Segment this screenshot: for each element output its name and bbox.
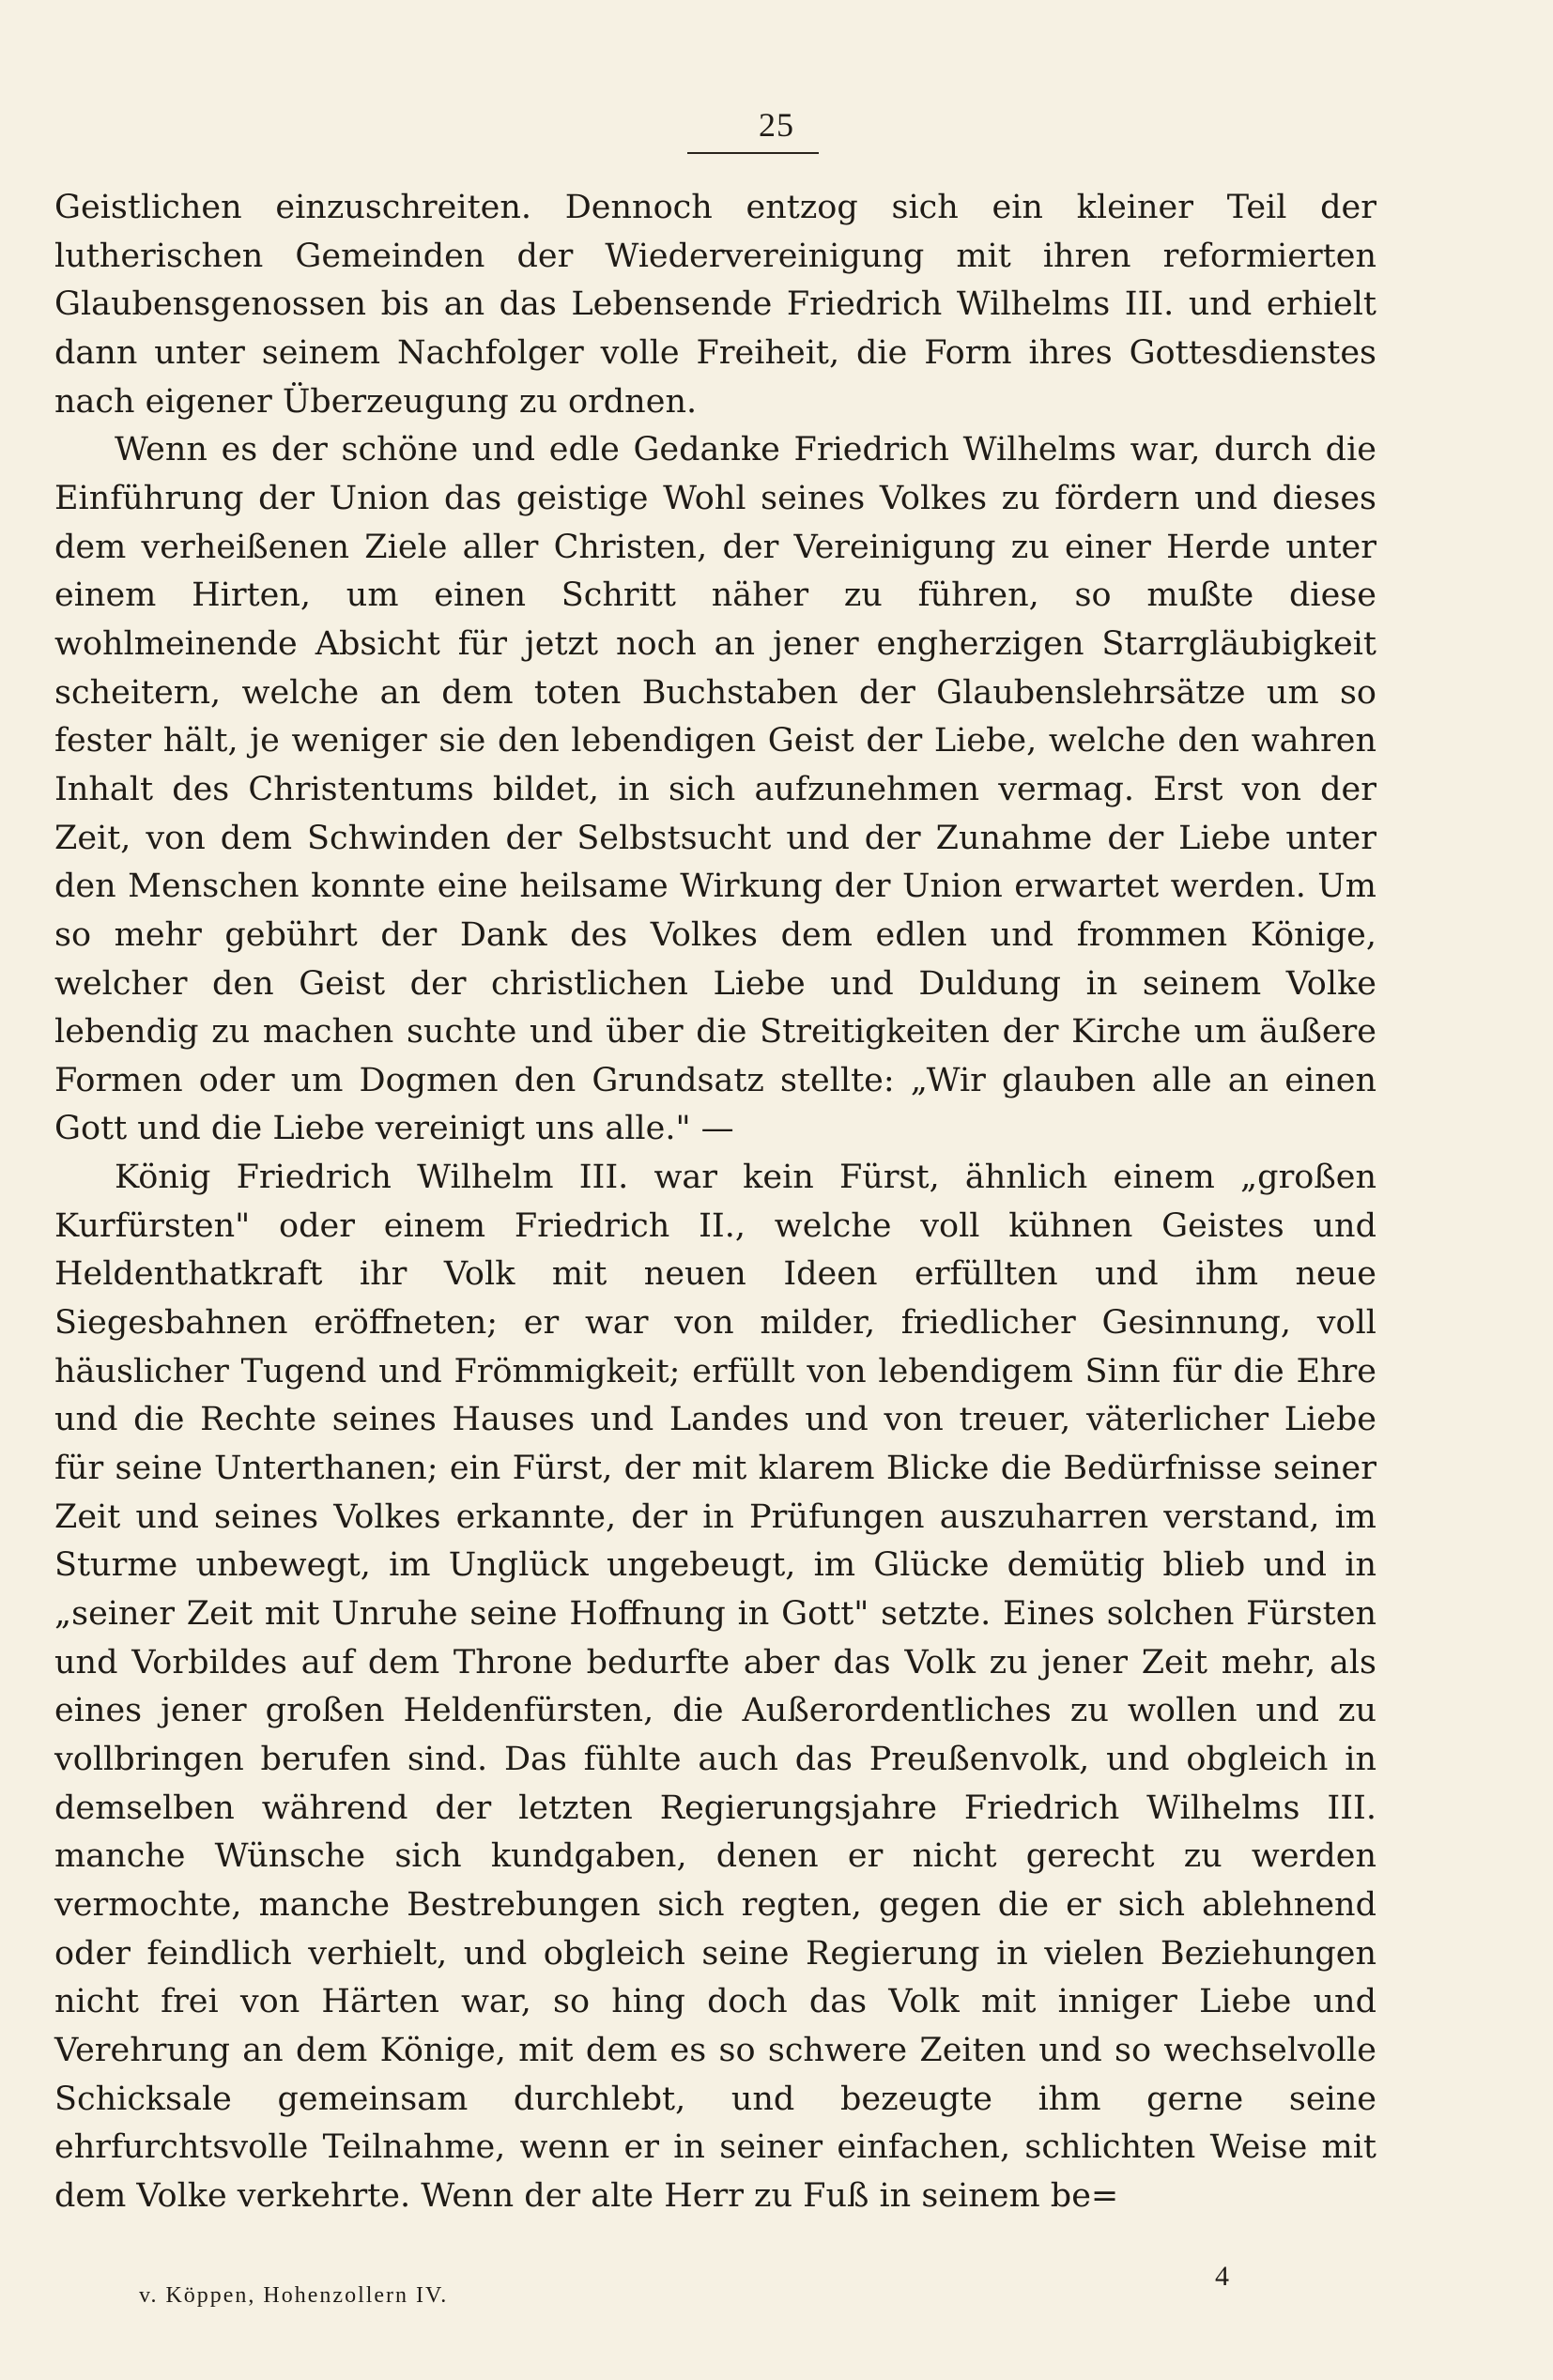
signature-mark: 4 — [1215, 2261, 1229, 2292]
body-text — [54, 184, 1376, 2221]
footer-title: v. Köppen, Hohenzollern IV. — [139, 2283, 449, 2308]
paragraph: Geistlichen einzuschreiten. Dennoch entzog sich ein kleiner Teil der lutherischen Gemeinden der Wiedervereinigung mit ihren reformierten Glaubensgenossen bis an das Lebensende Friedrich Wilhelms III. und erhielt dann unter seinem Nachfolger volle Freiheit, die Form ihres Gottesdienstes nach eigener Überzeugung zu ordnen. — [54, 189, 1376, 421]
page-number: 25 — [759, 106, 794, 144]
header-rule — [687, 152, 819, 154]
paragraph: Wenn es der schöne und edle Gedanke Friedrich Wilhelms war, durch die Einführung der Union das geistige Wohl seines Volkes zu fördern und dieses dem verheißenen Ziele aller Christen, der Vereinigung zu einer Herde unter einem Hirten, um einen Schritt näher zu führen, so mußte diese wohlmeinende Absicht für jetzt noch an jener engherzigen Starrgläubigkeit scheitern, welche an dem toten Buchstaben der Glaubenslehrsätze um so fester hält, je weniger sie den lebendigen Geist der Liebe, welche den wahren Inhalt des Christentums bildet, in sich aufzunehmen vermag. Erst von der Zeit, von dem Schwinden der Selbstsucht und der Zunahme der Liebe unter den Menschen konnte eine heilsame Wirkung der Union erwartet werden. Um so mehr gebührt der Dank des Volkes dem edlen und frommen Könige, welcher den Geist der christlichen Liebe und Duldung in seinem Volke lebendig zu machen suchte und über die Streitigkeiten der Kirche um äußere Formen oder um Dogmen den Grundsatz stellte: „Wir glauben alle an einen Gott und die Liebe vereinigt uns alle." — — [54, 431, 1376, 1148]
paragraph: König Friedrich Wilhelm III. war kein Fürst, ähnlich einem „großen Kurfürsten" oder einem Friedrich II., welche voll kühnen Geistes und Heldenthatkraft ihr Volk mit neuen Ideen erfüllten und ihm neue Siegesbahnen eröffneten; er war von milder, friedlicher Gesinnung, voll häuslicher Tugend und Frömmigkeit; erfüllt von lebendigem Sinn für die Ehre und die Rechte seines Hauses und Landes und von treuer, väterlicher Liebe für seine Unterthanen; ein Fürst, der mit klarem Blicke die Bedürfnisse seiner Zeit und seines Volkes erkannte, der in Prüfungen auszuharren verstand, im Sturme unbewegt, im Unglück ungebeugt, im Glücke demütig blieb und in „seiner Zeit mit Unruhe seine Hoffnung in Gott" setzte. Eines solchen Fürsten und Vorbildes auf dem Throne bedurfte aber das Volk zu jener Zeit mehr, als eines jener großen Heldenfürsten, die Außerordentliches zu wollen und zu vollbringen berufen sind. Das fühlte auch das Preußenvolk, und obgleich in demselben während der letzten Regierungsjahre Friedrich Wilhelms III. manche Wünsche sich kundgaben, denen er nicht gerecht zu werden vermochte, manche Bestrebungen sich regten, gegen die er sich ablehnend oder feindlich verhielt, und obgleich seine Regierung in vielen Beziehungen nicht frei von Härten war, so hing doch das Volk mit inniger Liebe und Verehrung an dem Könige, mit dem es so schwere Zeiten und so wechselvolle Schicksale gemeinsam durchlebt, und bezeugte ihm gerne seine ehrfurchtsvolle Teilnahme, wenn er in seiner einfachen, schlichten Weise mit dem Volke verkehrte. Wenn der alte Herr zu Fuß in seinem be= — [54, 1159, 1376, 2215]
